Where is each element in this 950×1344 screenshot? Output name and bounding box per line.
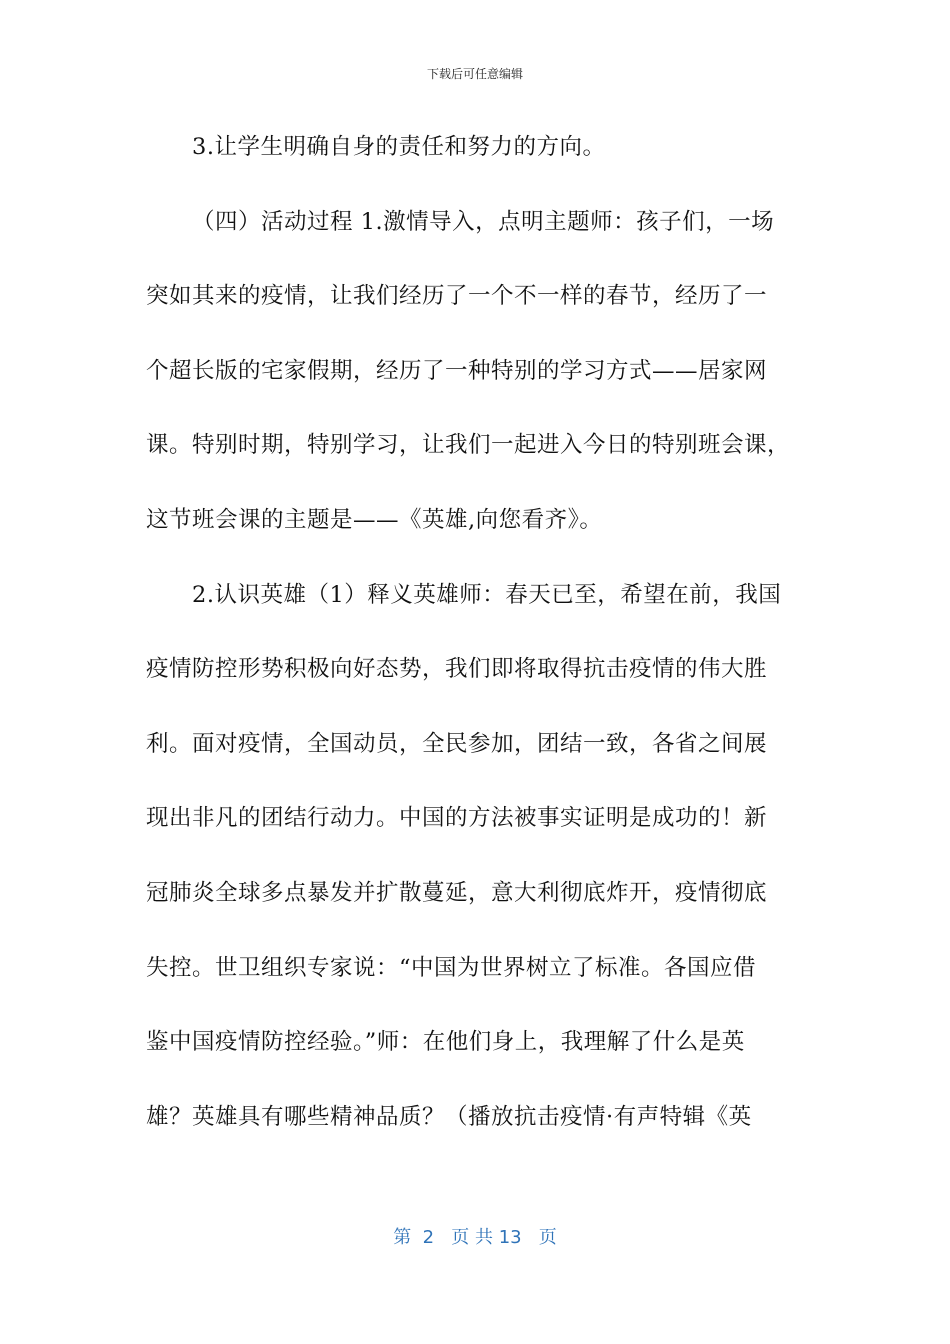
body-line: 利。面对疫情，全国动员，全民参加，团结一致，各省之间展 xyxy=(146,730,768,757)
body-line: 现出非凡的团结行动力。中国的方法被事实证明是成功的！新 xyxy=(146,805,768,832)
document-body xyxy=(146,110,808,1154)
page-number-footer: 第 2 页 共 13 页 xyxy=(393,1227,557,1248)
page-header-note: 下载后可任意编辑 xyxy=(426,67,523,81)
body-line: 3.让学生明确自身的责任和努力的方向。 xyxy=(192,134,606,160)
body-line: 2.认识英雄（1）释义英雄师：春天已至，希望在前，我国 xyxy=(192,581,782,608)
body-line: 突如其来的疫情，让我们经历了一个不一样的春节，经历了一 xyxy=(146,283,768,310)
body-line: 雄？英雄具有哪些精神品质？（播放抗击疫情·有声特辑《英 xyxy=(146,1103,752,1130)
body-line: 鉴中国疫情防控经验。”师：在他们身上，我理解了什么是英 xyxy=(146,1029,745,1056)
body-line: 个超长版的宅家假期，经历了一种特别的学习方式——居家网 xyxy=(146,357,768,384)
body-line: 疫情防控形势积极向好态势，我们即将取得抗击疫情的伟大胜 xyxy=(146,656,768,683)
body-line: 失控。世卫组织专家说：“中国为世界树立了标准。各国应借 xyxy=(146,954,757,981)
body-line: 这节班会课的主题是——《英雄,向您看齐》。 xyxy=(146,506,603,533)
body-line: 课。特别时期，特别学习，让我们一起进入今日的特别班会课， xyxy=(146,432,791,459)
body-line: （四）活动过程 1.激情导入，点明主题师：孩子们，一场 xyxy=(192,208,775,235)
body-line: 冠肺炎全球多点暴发并扩散蔓延，意大利彻底炸开，疫情彻底 xyxy=(146,879,768,906)
